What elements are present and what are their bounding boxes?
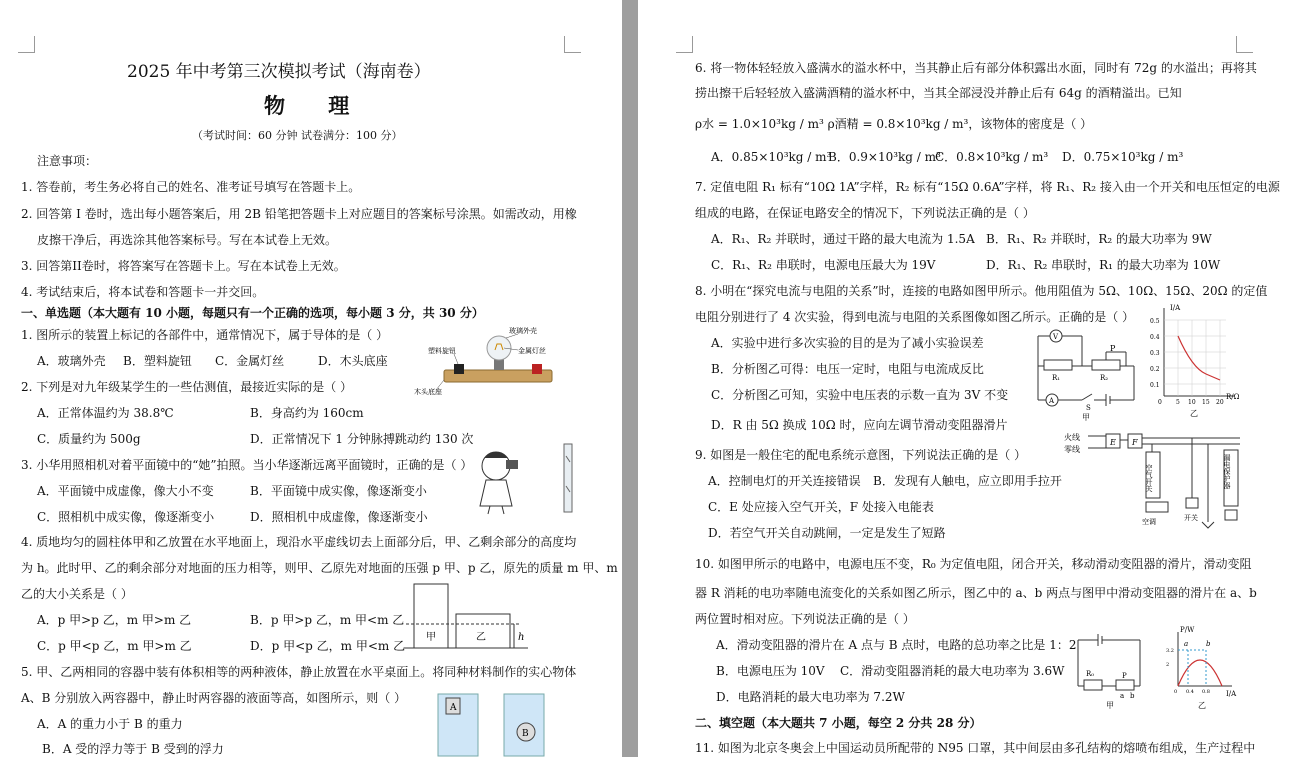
fig-label: b (1130, 692, 1135, 700)
q3-option: D．照相机中成虚像，像逐渐变小 (250, 510, 428, 524)
y-tick: 0.5 (1150, 318, 1160, 325)
right-page (638, 0, 1297, 757)
q4-option: A．p 甲>p 乙，m 甲>m 乙 (37, 613, 192, 627)
q7-option: A．R₁、R₂ 并联时，通过干路的最大电流为 1.5A (711, 232, 975, 246)
exam-info: （考试时间：60 分钟 试卷满分：100 分） (192, 129, 403, 142)
q6-option: C．0.8×10³kg / m³ (935, 150, 1049, 164)
q6-stem: 捞出擦干后轻轻放入盛满酒精的溢水杯中，当其全部浸没并静止后有 64g 的酒精溢出。已知 (695, 86, 1182, 100)
q10-option: C．滑动变阻器消耗的最大电功率为 3.6W (840, 664, 1065, 678)
q2-option: D．正常情况下 1 分钟脉搏跳动约 130 次 (250, 432, 474, 446)
note-line: 1. 答卷前，考生务必将自己的姓名、准考证号填写在答题卡上。 (21, 180, 361, 194)
fig-label: 玻璃外壳 (509, 327, 537, 335)
graph-caption: 乙 (1198, 701, 1206, 710)
q5-beakers-figure (434, 690, 554, 757)
exam-title: 2025 年中考第三次模拟考试（海南卷） (127, 62, 431, 82)
q10-stem: 10. 如图甲所示的电路中，电源电压不变，R₀ 为定值电阻，闭合开关，移动滑动变阻器的滑片，滑动变阻 (695, 557, 1252, 571)
x-tick: 15 (1202, 399, 1210, 406)
q4-cylinders-figure (404, 580, 534, 656)
y-tick: 0.3 (1150, 350, 1160, 357)
q2-option: C．质量约为 500g (37, 432, 141, 446)
fig-label: h (518, 632, 525, 643)
y-tick: 0.1 (1150, 382, 1160, 389)
q7-option: C．R₁、R₂ 串联时，电源电压最大为 19V (711, 258, 936, 272)
fig-label: 乙 (476, 632, 486, 643)
q10-option: D．电路消耗的最大电功率为 7.2W (716, 690, 905, 704)
note-line: 2. 回答第 I 卷时，选出每小题答案后，用 2B 铅笔把答题卡上对应题目的答案标号涂黑。如需改动，用橡 (21, 207, 577, 221)
q10-stem: 两位置时相对应。下列说法正确的是（ ） (695, 612, 915, 626)
graph-xlabel: I/A (1226, 690, 1237, 698)
q2-stem: 2. 下列是对九年级某学生的一些估测值，最接近实际的是（ ） (21, 380, 353, 394)
crop-mark (18, 36, 35, 53)
q8-circuit-figure (1034, 326, 1142, 422)
q8-stem: 8. 小明在“探究电流与电阻的关系”时，连接的电路如图甲所示。他用阻值为 5Ω、10Ω、15Ω、20Ω 的定值 (695, 284, 1268, 298)
fig-label: 甲 (426, 632, 436, 643)
fig-label: S (1086, 404, 1091, 412)
fig-label: B (522, 729, 529, 739)
q1-option: C．金属灯丝 (215, 354, 285, 368)
q3-stem: 3. 小华用照相机对着平面镜中的“她”拍照。当小华逐渐远离平面镜时，正确的是（ ） (21, 458, 473, 472)
fig-label: P (1122, 672, 1127, 680)
q9-option: A．控制电灯的开关连接错误 (708, 474, 861, 488)
fig-label: P (1110, 344, 1116, 353)
q9-option: B．发现有人触电，应立即用手拉开 (873, 474, 1062, 488)
q10-option: B．电源电压为 10V (716, 664, 825, 678)
q8-current-graph (1146, 302, 1244, 420)
q10-power-graph (1166, 624, 1242, 710)
q10-stem: 器 R 消耗的电功率随电流变化的关系如图乙所示，图乙中的 a、b 两点与图甲中滑动变阻器的滑片在 a、b (695, 586, 1257, 600)
fig-label: 漏电保护器 (1223, 454, 1231, 489)
q7-option: D．R₁、R₂ 串联时，R₁ 的最大功率为 10W (986, 258, 1221, 272)
q5-stem: 5. 甲、乙两相同的容器中装有体积相等的两种液体，静止放置在水平桌面上。将同种材料制作的实心物体 (21, 665, 577, 679)
q6-option: A．0.85×10³kg / m³ (711, 150, 832, 164)
q9-wiring-figure (1062, 428, 1244, 534)
q6-stem: ρ水 = 1.0×10³kg / m³ ρ酒精 = 0.8×10³kg / m³，该物体的密度是（ ） (695, 117, 1093, 131)
note-line: 皮擦干净后，再选涂其他答案标号。写在本试卷上无效。 (37, 233, 338, 247)
section-heading: 二、填空题（本大题共 7 小题，每空 2 分共 28 分） (695, 716, 982, 730)
q7-stem: 7. 定值电阻 R₁ 标有“10Ω 1A”字样，R₂ 标有“15Ω 0.6A”字样，将 R₁、R₂ 接入由一个开关和电压恒定的电源 (695, 180, 1280, 194)
q5-stem: A、B 分别放入两容器中，静止时两容器的液面等高，如图所示，则（ ） (21, 691, 407, 705)
fig-label: a (1120, 692, 1125, 700)
q2-option: B．身高约为 160cm (250, 406, 364, 420)
q1-option: A．玻璃外壳 (37, 354, 106, 368)
y-tick: 3.2 (1166, 648, 1174, 654)
fig-label: 零线 (1064, 445, 1080, 454)
q8-stem: 电阻分别进行了 4 次实验，得到电流与电阻的关系图像如图乙所示。正确的是（ ） (695, 310, 1135, 324)
q4-stem: 乙的大小关系是（ ） (21, 587, 133, 601)
q6-stem: 6. 将一物体轻轻放入盛满水的溢水杯中，当其静止后有部分体积露出水面，同时有 72g 的水溢出；再将其 (695, 61, 1257, 75)
fig-label: 开关 (1184, 514, 1198, 522)
q5-option: B．A 受的浮力等于 B 受到的浮力 (42, 742, 224, 756)
x-tick: 5 (1176, 399, 1180, 406)
fig-label: 空气开关 (1145, 464, 1153, 492)
q1-option: B．塑料旋钮 (123, 354, 192, 368)
graph-caption: 乙 (1190, 409, 1198, 418)
section-heading: 一、单选题（本大题有 10 小题，每题只有一个正确的选项，每小题 3 分，共 30 分） (21, 306, 484, 320)
left-page (0, 0, 622, 757)
q4-option: C．p 甲<p 乙，m 甲>m 乙 (37, 639, 192, 653)
fig-label: E (1110, 438, 1116, 447)
crop-mark (1236, 36, 1253, 53)
fig-label: R₁ (1052, 374, 1061, 382)
q10-circuit-figure (1074, 626, 1146, 710)
y-tick: 2 (1166, 662, 1170, 668)
fig-label: A (450, 703, 457, 713)
q8-option: B．分析图乙可得：电压一定时，电阻与电流成反比 (711, 362, 984, 376)
x-tick: 0.4 (1186, 689, 1194, 695)
fig-label: 木头底座 (414, 388, 442, 396)
q3-option: B．平面镜中成实像，像逐渐变小 (250, 484, 427, 498)
fig-label: R₀ (1086, 670, 1095, 678)
q4-stem: 为 h。此时甲、乙的剩余部分对地面的压力相等，则甲、乙原先对地面的压强 p 甲、p 乙，原先的质量 m 甲、m (21, 561, 618, 575)
q9-option: C．E 处应接入空气开关，F 处接入电能表 (708, 500, 934, 514)
crop-mark (676, 36, 693, 53)
x-tick: 0.8 (1202, 689, 1210, 695)
fig-label: A (1049, 397, 1055, 405)
q11-stem: 11. 如图为北京冬奥会上中国运动员所配带的 N95 口罩，其中间层由多孔结构的熔喷布组成，生产过程中 (695, 741, 1256, 755)
q6-option: B．0.9×10³kg / m³ (828, 150, 941, 164)
x-tick: 20 (1216, 399, 1224, 406)
y-tick: 0.4 (1150, 334, 1160, 341)
q3-camera-figure (466, 440, 578, 516)
x-tick: 10 (1188, 399, 1196, 406)
q5-option: A．A 的重力小于 B 的重力 (37, 717, 183, 731)
fig-label: 甲 (1106, 701, 1114, 710)
q8-option: C．分析图乙可知，实验中电压表的示数一直为 3V 不变 (711, 388, 1009, 402)
q1-lamp-figure (414, 324, 554, 396)
q4-stem: 4. 质地均匀的圆柱体甲和乙放置在水平地面上，现沿水平虚线切去上面部分后，甲、乙剩余部分的高度均 (21, 535, 577, 549)
q9-stem: 9. 如图是一般住宅的配电系统示意图，下列说法正确的是（ ） (695, 448, 1027, 462)
subject-title: 物 理 (264, 93, 368, 118)
q1-option: D．木头底座 (318, 354, 388, 368)
q8-option: A．实验中进行多次实验的目的是为了减小实验误差 (711, 336, 984, 350)
q9-option: D．若空气开关自动跳闸，一定是发生了短路 (708, 526, 946, 540)
fig-label: 火线 (1064, 433, 1080, 442)
q8-option: D．R 由 5Ω 换成 10Ω 时，应向左调节滑动变阻器滑片 (711, 418, 1008, 432)
q2-option: A．正常体温约为 38.8℃ (37, 406, 174, 420)
q10-option: A．滑动变阻器的滑片在 A 点与 B 点时，电路的总功率之比是 1：2 (716, 638, 1077, 652)
x-tick: 0 (1174, 689, 1178, 695)
graph-ylabel: I/A (1170, 304, 1181, 312)
q7-option: B．R₁、R₂ 并联时，R₂ 的最大功率为 9W (986, 232, 1212, 246)
notes-header: 注意事项： (37, 154, 98, 168)
fig-label: R₂ (1100, 374, 1109, 382)
note-line: 3. 回答第II卷时，将答案写在答题卡上。写在本试卷上无效。 (21, 259, 346, 273)
q4-option: B．p 甲>p 乙，m 甲<m 乙 (250, 613, 405, 627)
q7-stem: 组成的电路，在保证电路安全的情况下，下列说法正确的是（ ） (695, 206, 1035, 220)
graph-point-label: b (1206, 640, 1211, 648)
q6-option: D．0.75×10³kg / m³ (1062, 150, 1184, 164)
y-tick: 0 (1158, 399, 1162, 406)
y-tick: 0.2 (1150, 366, 1160, 373)
q3-option: A．平面镜中成虚像，像大小不变 (37, 484, 214, 498)
q1-stem: 1. 图所示的装置上标记的各部件中，通常情况下，属于导体的是（ ） (21, 328, 389, 342)
graph-xlabel: R/Ω (1226, 393, 1240, 401)
fig-label: V (1053, 333, 1059, 341)
fig-label: 塑料旋钮 (428, 347, 456, 355)
fig-label: 金属灯丝 (518, 347, 546, 355)
note-line: 4. 考试结束后，将本试卷和答题卡一并交回。 (21, 285, 265, 299)
q3-option: C．照相机中成实像，像逐渐变小 (37, 510, 215, 524)
crop-mark (564, 36, 581, 53)
graph-point-label: a (1184, 640, 1189, 648)
fig-label: 甲 (1082, 413, 1090, 422)
graph-ylabel: P/W (1180, 626, 1195, 634)
q4-option: D．p 甲<p 乙，m 甲<m 乙 (250, 639, 406, 653)
fig-label: 空调 (1142, 518, 1156, 526)
fig-label: F (1132, 438, 1138, 447)
